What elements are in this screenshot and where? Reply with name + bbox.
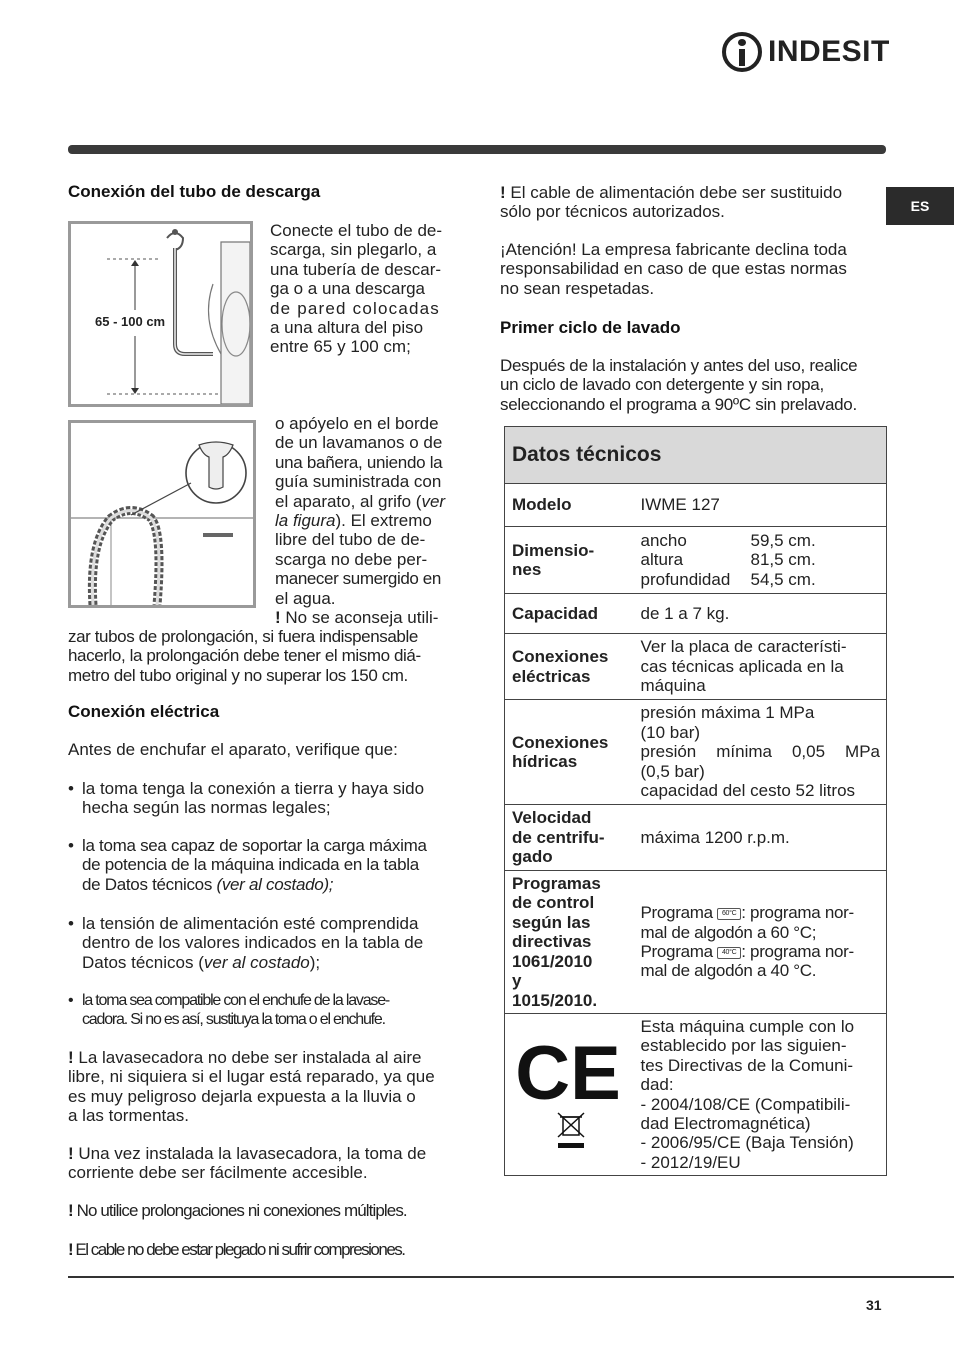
text-line: no sean respetadas. xyxy=(500,278,655,298)
text-line: un ciclo de lavado con detergente y sin ropa, xyxy=(500,375,824,395)
text-line: Ver la placa de característi- xyxy=(640,637,847,657)
text-run: El cable de alimentación debe ser sustituido xyxy=(505,183,843,202)
ce-mark-text: CE xyxy=(518,1033,622,1117)
paragraph-prolongacion xyxy=(68,627,458,685)
text-run: No se aconseja utili- xyxy=(280,608,439,628)
dim-line xyxy=(641,550,881,569)
text-line: Conecte el tubo de de- xyxy=(270,221,443,240)
table-row xyxy=(505,871,887,1014)
text-line xyxy=(82,953,456,972)
text-run: el aparato, al grifo ( xyxy=(275,491,422,511)
dim-label: profundidad xyxy=(640,569,731,589)
text-line: (0,5 bar) xyxy=(640,761,705,781)
row-value-hidricas xyxy=(635,700,887,805)
text-run: La lavasecadora no debe ser instalada al aire xyxy=(73,1048,422,1067)
text-line xyxy=(641,903,881,922)
text-line: la toma tenga la conexión a tierra y haya sido xyxy=(82,779,425,798)
weee-bin-icon xyxy=(558,1113,584,1148)
table-row xyxy=(505,805,887,871)
text-run-italic: ver xyxy=(421,491,446,511)
text-line: una tubería de descar- xyxy=(270,259,442,279)
brand-name: INDESIT xyxy=(768,35,890,68)
text-run: Programa xyxy=(640,942,713,961)
bullet-icon: • xyxy=(68,992,73,1009)
top-divider xyxy=(68,145,886,154)
text-line: Después de la instalación y antes del uso, realice xyxy=(500,356,858,375)
text-line: entre 65 y 100 cm; xyxy=(270,337,411,357)
paragraph-descarga xyxy=(270,221,455,357)
bullet-icon: • xyxy=(68,914,74,933)
text-line: hacerlo, la prolongación debe tener el mismo diá- xyxy=(68,646,421,666)
text-line: máquina xyxy=(640,676,706,696)
text-line: el agua. xyxy=(275,588,336,608)
row-value-programas xyxy=(635,871,887,1014)
text-line xyxy=(500,183,886,202)
paragraph-atencion xyxy=(500,240,886,298)
text-line: a las tormentas. xyxy=(68,1106,189,1126)
text-run-italic: (ver al costado); xyxy=(216,874,334,894)
text-line: Programas xyxy=(512,874,601,894)
text-line: 1061/2010 xyxy=(512,951,593,971)
text-line: sólo por técnicos autorizados. xyxy=(500,202,725,222)
text-line: nes xyxy=(512,560,542,579)
row-label-programas xyxy=(505,871,635,1014)
text-run-italic: la figura xyxy=(275,511,336,531)
bullet-icon: • xyxy=(68,836,74,855)
text-line: establecido por las siguien- xyxy=(640,1036,847,1056)
text-run: : programa nor- xyxy=(741,942,854,961)
language-tab-label: ES xyxy=(910,198,930,214)
text-line: 1015/2010. xyxy=(512,990,598,1010)
text-line: presión mínima 0,05 MPa xyxy=(640,742,880,762)
warning-exterior xyxy=(68,1048,458,1126)
text-line: cas técnicas aplicada en la xyxy=(640,656,844,676)
text-line: dad: xyxy=(640,1075,674,1095)
warning-mark: ! xyxy=(275,608,281,628)
table-row xyxy=(505,427,887,484)
list-item xyxy=(68,779,456,818)
text-line: a una altura del piso xyxy=(270,318,424,338)
text-line xyxy=(641,942,881,961)
text-line: hecha según las normas legales; xyxy=(82,798,331,818)
warning-mark: ! xyxy=(500,183,506,202)
dim-value: 59,5 cm. xyxy=(750,530,816,550)
warning-mark: ! xyxy=(68,1201,73,1220)
text-line: Dimensio- xyxy=(512,540,595,560)
list-item xyxy=(68,836,456,894)
text-line: hídricas xyxy=(512,752,578,771)
row-label-electricas xyxy=(505,634,635,700)
text-line xyxy=(82,875,456,894)
text-line: Conexiones xyxy=(512,647,609,667)
text-line: corriente debe ser fácilmente accesible. xyxy=(68,1163,368,1183)
table-row xyxy=(505,594,887,634)
text-run: de Datos técnicos xyxy=(82,874,217,894)
text-line: guía suministrada con xyxy=(275,472,442,492)
text-run: Una vez instalada la lavasecadora, la toma de xyxy=(73,1144,427,1163)
heading-primer-ciclo: Primer ciclo de lavado xyxy=(500,318,681,337)
figure-height-label: 65 - 100 cm xyxy=(95,314,166,329)
text-line: gado xyxy=(512,847,553,867)
text-run: : programa nor- xyxy=(741,903,854,923)
text-line xyxy=(275,608,455,627)
dim-label: ancho xyxy=(640,530,687,550)
text-line: y xyxy=(512,971,522,991)
text-line: o apóyelo en el borde xyxy=(275,414,439,433)
text-line: de potencia de la máquina indicada en la tabla xyxy=(82,855,419,875)
figure-sink-guide xyxy=(68,420,256,608)
text-line: seleccionando el programa a 90ºC sin prelavado. xyxy=(500,394,857,414)
text-line: metro del tubo original y no superar los 150 cm. xyxy=(68,665,408,685)
text-line: manecer sumergido en xyxy=(275,569,441,589)
text-line: dad Electromagnética) xyxy=(640,1113,811,1133)
text-line: de control xyxy=(512,893,595,913)
text-line: (10 bar) xyxy=(640,722,701,742)
table-title: Datos técnicos xyxy=(505,427,887,484)
list-item xyxy=(68,914,456,972)
row-value-electricas xyxy=(635,634,887,700)
text-run-italic: ver al costado xyxy=(203,952,310,972)
text-line: scarga no debe per- xyxy=(275,549,428,569)
text-line: - 2012/19/EU xyxy=(640,1152,741,1172)
text-line: mal de algodón a 40 °C. xyxy=(640,961,817,981)
dim-line xyxy=(641,570,881,589)
text-line xyxy=(275,511,455,530)
text-line: es muy peligroso dejarla expuesta a la lluvia o xyxy=(68,1086,416,1106)
warning-prolongaciones xyxy=(68,1201,458,1220)
text-line: scarga, sin plegarlo, a xyxy=(270,240,437,260)
text-line: responsabilidad en caso de que estas normas xyxy=(500,259,847,279)
table-row xyxy=(505,484,887,527)
text-line: Velocidad xyxy=(512,808,592,828)
table-row xyxy=(505,527,887,594)
paragraph-antes: Antes de enchufar el aparato, verifique que: xyxy=(68,740,398,759)
table-row xyxy=(505,700,887,805)
text-line: la tensión de alimentación esté comprendida xyxy=(82,914,419,933)
text-line: de centrifu- xyxy=(512,827,605,847)
brand-logo xyxy=(722,30,890,74)
text-line: ¡Atención! La empresa fabricante declina toda xyxy=(500,240,847,259)
text-line: cadora. Si no es así, sustituya la toma o el enchufe. xyxy=(82,1011,385,1029)
cotton-40-icon: 40°C xyxy=(717,947,741,959)
warning-toma xyxy=(68,1144,458,1183)
warning-cable-sustituido xyxy=(500,183,886,222)
text-line: presión máxima 1 MPa xyxy=(640,703,815,723)
text-run: Datos técnicos ( xyxy=(82,952,204,972)
brand-logo-icon xyxy=(722,32,762,72)
row-label-modelo: Modelo xyxy=(505,484,635,527)
dim-value: 54,5 cm. xyxy=(750,569,816,589)
page-number: 31 xyxy=(866,1297,882,1313)
text-line: - 2006/95/CE (Baja Tensión) xyxy=(640,1133,854,1153)
heading-descarga: Conexión del tubo de descarga xyxy=(68,182,321,201)
ce-cell xyxy=(505,1014,635,1176)
bottom-divider xyxy=(68,1276,954,1278)
text-line: según las xyxy=(512,912,591,932)
text-line: capacidad del cesto 52 litros xyxy=(640,781,856,801)
text-line: de pared colocadas xyxy=(270,298,440,318)
text-line: de un lavamanos o de xyxy=(275,433,443,453)
text-line: directivas xyxy=(512,932,592,952)
row-value-dimensiones xyxy=(635,527,887,594)
dim-value: 81,5 cm. xyxy=(750,550,816,570)
text-run: ); xyxy=(309,952,321,972)
tech-data-table xyxy=(504,426,887,1176)
text-line: libre, ni siquiera si el lugar está reparado, ya que xyxy=(68,1067,435,1087)
language-tab xyxy=(886,187,954,225)
warning-mark: ! xyxy=(68,1144,74,1163)
heading-electrica: Conexión eléctrica xyxy=(68,702,220,721)
row-value-directivas xyxy=(635,1014,887,1176)
dim-label: altura xyxy=(640,550,684,570)
text-line: una bañera, uniendo la xyxy=(275,452,443,472)
text-line: eléctricas xyxy=(512,666,591,686)
sink-guide-illustration xyxy=(71,423,253,605)
ce-mark-icon xyxy=(518,1033,622,1151)
text-run: No utilice prolongaciones ni conexiones múltiples. xyxy=(72,1201,407,1220)
text-line: Conexiones xyxy=(512,732,609,752)
paragraph-apoyelo xyxy=(275,414,455,627)
text-line xyxy=(275,492,455,511)
text-line: zar tubos de prolongación, si fuera indispensable xyxy=(68,627,418,646)
text-run: Programa xyxy=(640,903,713,923)
warning-cable-plegado xyxy=(68,1240,458,1259)
row-value-velocidad: máxima 1200 r.p.m. xyxy=(635,805,887,871)
text-run: ). El extremo xyxy=(335,511,432,531)
paragraph-primer-ciclo xyxy=(500,356,890,414)
figure-drain-height xyxy=(68,221,253,407)
text-line: - 2004/108/CE (Compatibili- xyxy=(640,1094,851,1114)
table-row xyxy=(505,1014,887,1176)
text-line: mal de algodón a 60 °C; xyxy=(640,922,817,942)
row-label-velocidad xyxy=(505,805,635,871)
warning-mark: ! xyxy=(68,1048,74,1067)
text-line: tes Directivas de la Comuni- xyxy=(640,1055,854,1075)
text-line xyxy=(68,1048,458,1067)
text-run: El cable no debe estar plegado ni sufrir compresiones. xyxy=(72,1240,405,1259)
list-item xyxy=(68,991,456,1030)
text-line: Esta máquina cumple con lo xyxy=(640,1016,855,1036)
text-line: libre del tubo de de- xyxy=(275,530,426,550)
text-line: dentro de los valores indicados en la tabla de xyxy=(82,933,424,953)
bullet-icon: • xyxy=(68,779,74,798)
dim-line xyxy=(641,531,881,550)
row-value-modelo: IWME 127 xyxy=(635,484,887,527)
row-label-capacidad: Capacidad xyxy=(505,594,635,634)
text-line xyxy=(68,1144,458,1163)
text-line: la toma sea capaz de soportar la carga máxima xyxy=(82,836,427,855)
row-label-dimensiones xyxy=(505,527,635,594)
warning-mark: ! xyxy=(68,1240,73,1259)
text-line: ga o a una descarga xyxy=(270,279,426,299)
text-line: la toma sea compatible con el enchufe de la lavase- xyxy=(82,992,390,1009)
table-row xyxy=(505,634,887,700)
row-label-hidricas xyxy=(505,700,635,805)
cotton-60-icon: 60°C xyxy=(717,908,741,920)
row-value-capacidad: de 1 a 7 kg. xyxy=(635,594,887,634)
